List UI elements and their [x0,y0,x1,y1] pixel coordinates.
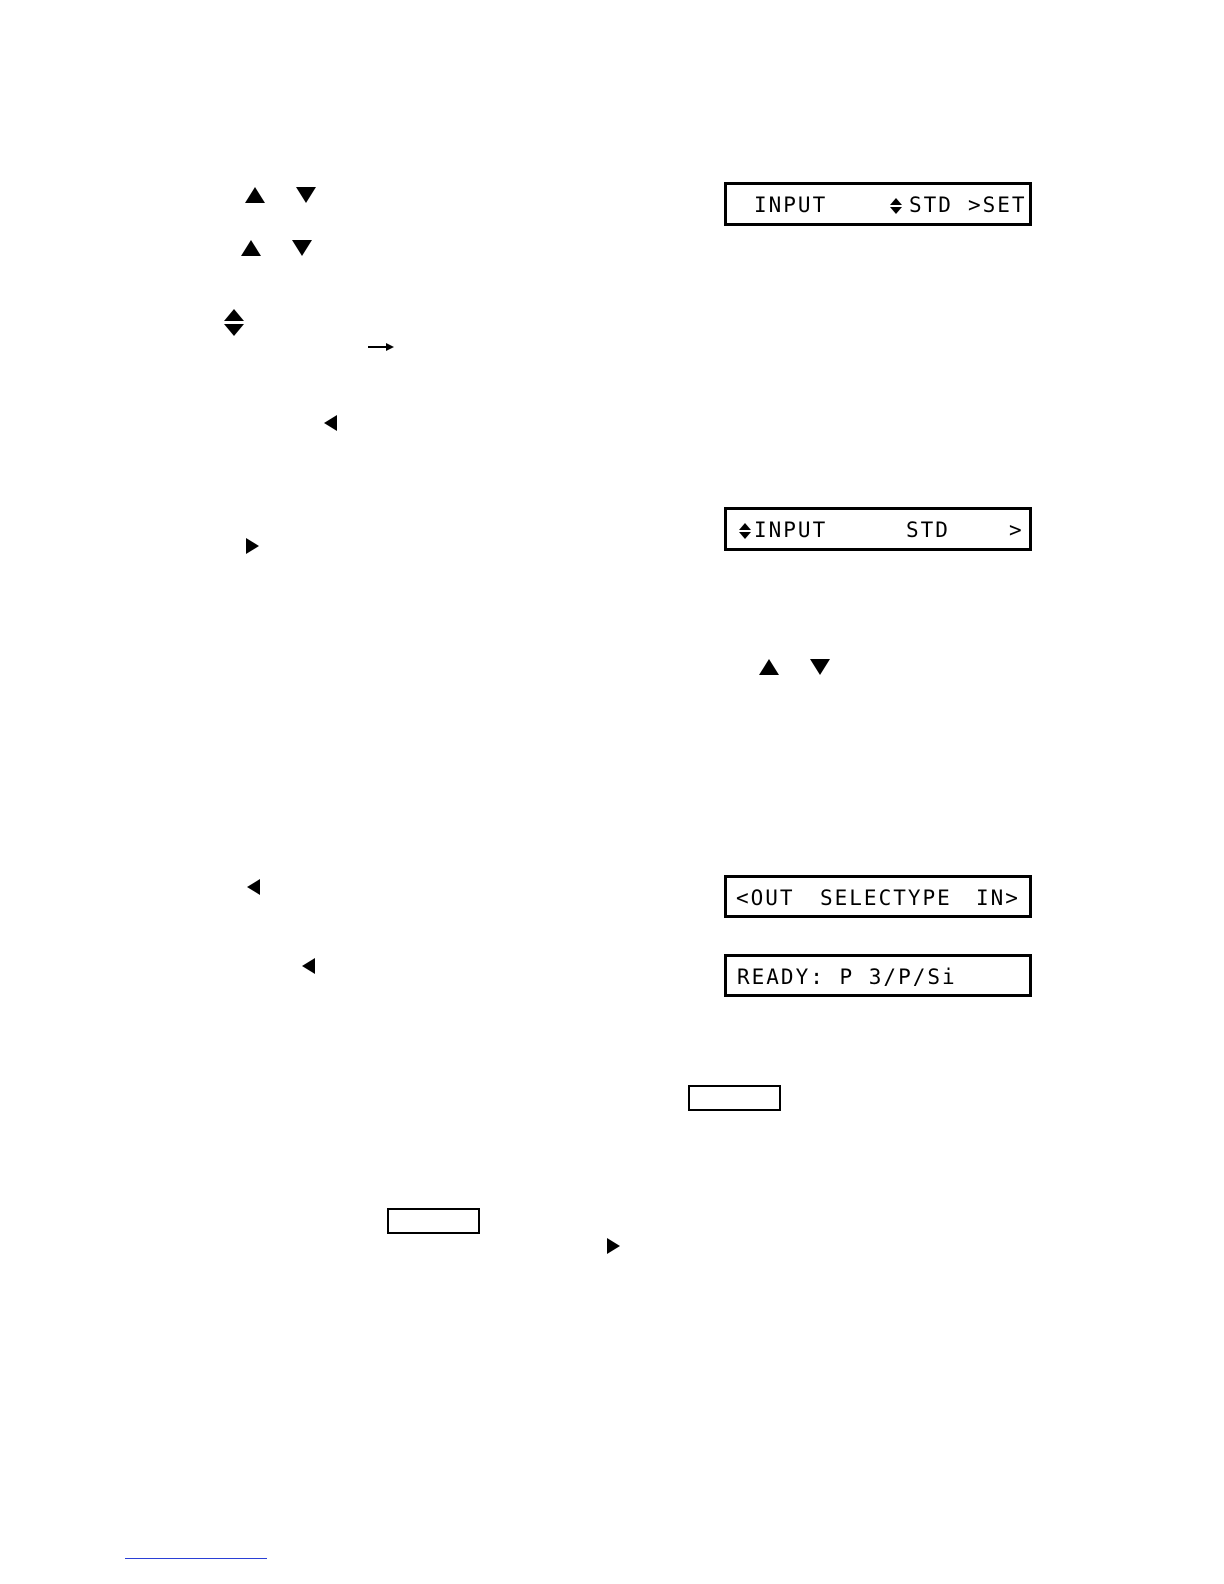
triangle-left-icon [247,879,260,895]
lcd-label: INPUT [754,193,828,217]
triangle-right-icon [246,538,259,554]
key-box [387,1208,480,1234]
lcd-action: > [1009,518,1024,542]
triangle-down-icon [810,659,830,675]
lcd-display-ready [724,954,1032,997]
triangle-left-icon [302,958,315,974]
key-box [688,1085,781,1111]
lcd-display-input-set [724,182,1032,226]
triangle-left-icon [324,415,337,431]
up-down-icon [224,309,244,336]
lcd-left: <OUT [736,886,795,910]
footnote-divider [125,1558,267,1559]
triangle-up-icon [759,659,779,675]
lcd-value: STD [909,193,953,217]
lcd-right: IN> [976,886,1020,910]
lcd-value: STD [906,518,950,542]
lcd-display-input-std [724,507,1032,551]
triangle-up-icon [245,187,265,203]
lcd-label: INPUT [754,518,828,542]
triangle-down-icon [296,187,316,203]
up-down-icon [739,523,751,539]
lcd-action: >SET [968,193,1027,217]
lcd-center: SELECTYPE [820,886,952,910]
triangle-right-icon [607,1238,620,1254]
arrow-right-icon [368,342,394,352]
triangle-up-icon [241,240,261,256]
lcd-ready-text: READY: P 3/P/Si [737,965,957,989]
lcd-display-selectype [724,875,1032,918]
triangle-down-icon [292,240,312,256]
up-down-icon [890,198,902,214]
